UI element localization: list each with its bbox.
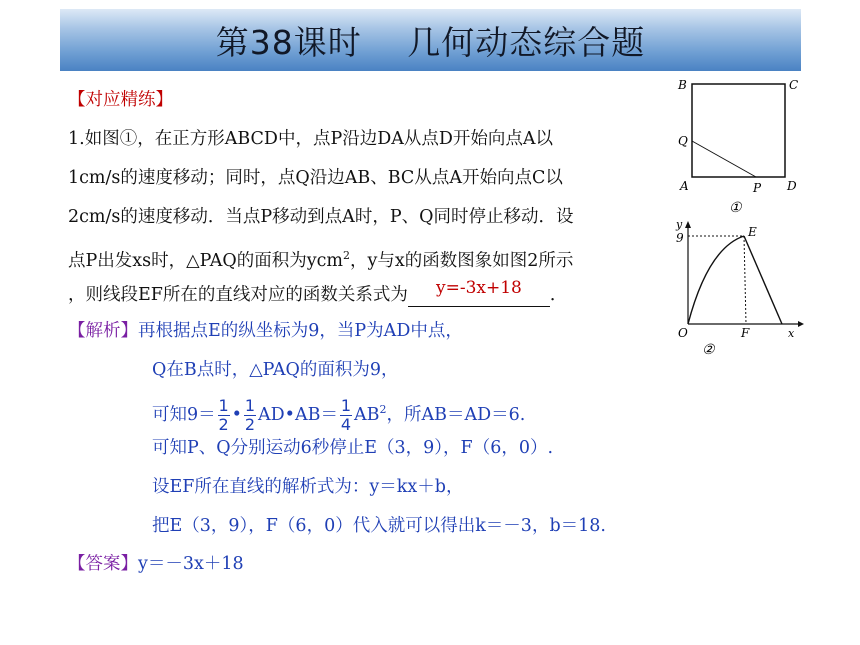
figure-1-square — [670, 74, 810, 220]
curve-oe — [688, 236, 744, 324]
problem-line-4-b: ，y与x的函数图象如图2所示 — [350, 250, 574, 271]
analysis-line-1 — [68, 319, 463, 343]
label-d: D — [787, 179, 797, 193]
analysis-line-3-c: AB — [353, 404, 380, 425]
label-x: x — [788, 327, 795, 340]
analysis-line-5: 设EF所在直线的解析式为：y＝kx＋b， — [152, 477, 464, 497]
dot-operator: • — [231, 404, 242, 425]
fraction-2-denominator: 2 — [244, 414, 256, 434]
y-axis-arrow — [685, 221, 691, 228]
fraction-1-numerator: 1 — [218, 395, 229, 415]
label-a: A — [680, 179, 689, 193]
x-axis-arrow — [798, 321, 804, 327]
problem-line-4 — [68, 244, 573, 273]
label-f: F — [741, 326, 750, 340]
segment-ef — [744, 236, 782, 324]
label-q: Q — [678, 134, 688, 148]
page-title: 第38课时 几何动态综合题 — [215, 22, 646, 62]
section-label: 【对应精练】 — [68, 90, 173, 110]
fraction-1-denominator: 2 — [218, 414, 229, 434]
problem-line-2: 1cm/s的速度移动；同时，点Q沿边AB、BC从点A开始向点C以 — [68, 168, 563, 188]
label-y: y — [676, 218, 683, 231]
fraction-3 — [340, 397, 352, 434]
figure-2-graph — [670, 216, 810, 362]
answer-text: y＝－3x＋18 — [138, 554, 244, 574]
label-c: C — [789, 78, 799, 92]
analysis-line-3 — [152, 393, 525, 434]
fraction-3-denominator: 4 — [340, 414, 352, 434]
analysis-line-4: 可知P、Q分别运动6秒停止E（3，9），F（6，0）. — [152, 438, 554, 458]
analysis-line-6: 把E（3，9），F（6，0）代入就可以得出k＝－3，b＝18. — [152, 516, 606, 536]
answer-label: 【答案】 — [68, 554, 138, 574]
label-p: P — [753, 181, 762, 195]
problem-line-5-end: ． — [549, 285, 568, 305]
analysis-line-3-b: AD•AB＝ — [257, 404, 338, 425]
label-nine: 9 — [676, 231, 684, 245]
fraction-1 — [218, 397, 230, 434]
fraction-3-numerator: 1 — [340, 395, 352, 415]
fraction-2 — [244, 397, 256, 434]
answer-blank — [408, 278, 550, 307]
problem-line-4-sup: 2 — [343, 249, 351, 262]
label-o: O — [678, 326, 688, 340]
problem-line-1: 1.如图①，在正方形ABCD中，点P沿边DA从点D开始向点A以 — [68, 129, 554, 149]
problem-line-4-a: 点P出发xs时，△PAQ的面积为ycm — [68, 250, 344, 271]
dashed-line-e — [744, 236, 746, 324]
fraction-2-numerator: 1 — [244, 395, 256, 415]
label-b: B — [678, 78, 687, 92]
figure-2-caption: ② — [702, 342, 715, 358]
label-e: E — [748, 225, 757, 239]
problem-line-5 — [68, 278, 568, 307]
analysis-line-3-a: 可知9＝ — [152, 404, 216, 425]
analysis-line-3-d: ，所AB＝AD＝6. — [386, 404, 526, 425]
figure-1-caption: ① — [729, 200, 742, 216]
filled-answer: y=-3x+18 — [435, 278, 522, 298]
problem-line-3: 2cm/s的速度移动．当点P移动到点A时，P、Q同时停止移动．设 — [68, 207, 574, 227]
analysis-text-1: 再根据点E的纵坐标为9，当P为AD中点， — [138, 321, 463, 341]
answer-line — [68, 552, 244, 576]
square-abcd — [692, 84, 785, 177]
segment-pq — [692, 141, 756, 177]
title-banner — [60, 9, 801, 71]
problem-line-5-text: ，则线段EF所在的直线对应的函数关系式为 — [68, 285, 408, 305]
analysis-line-3-sup: 2 — [379, 403, 387, 416]
analysis-label: 【解析】 — [68, 321, 138, 341]
analysis-line-2: Q在B点时，△PAQ的面积为9， — [152, 360, 399, 380]
